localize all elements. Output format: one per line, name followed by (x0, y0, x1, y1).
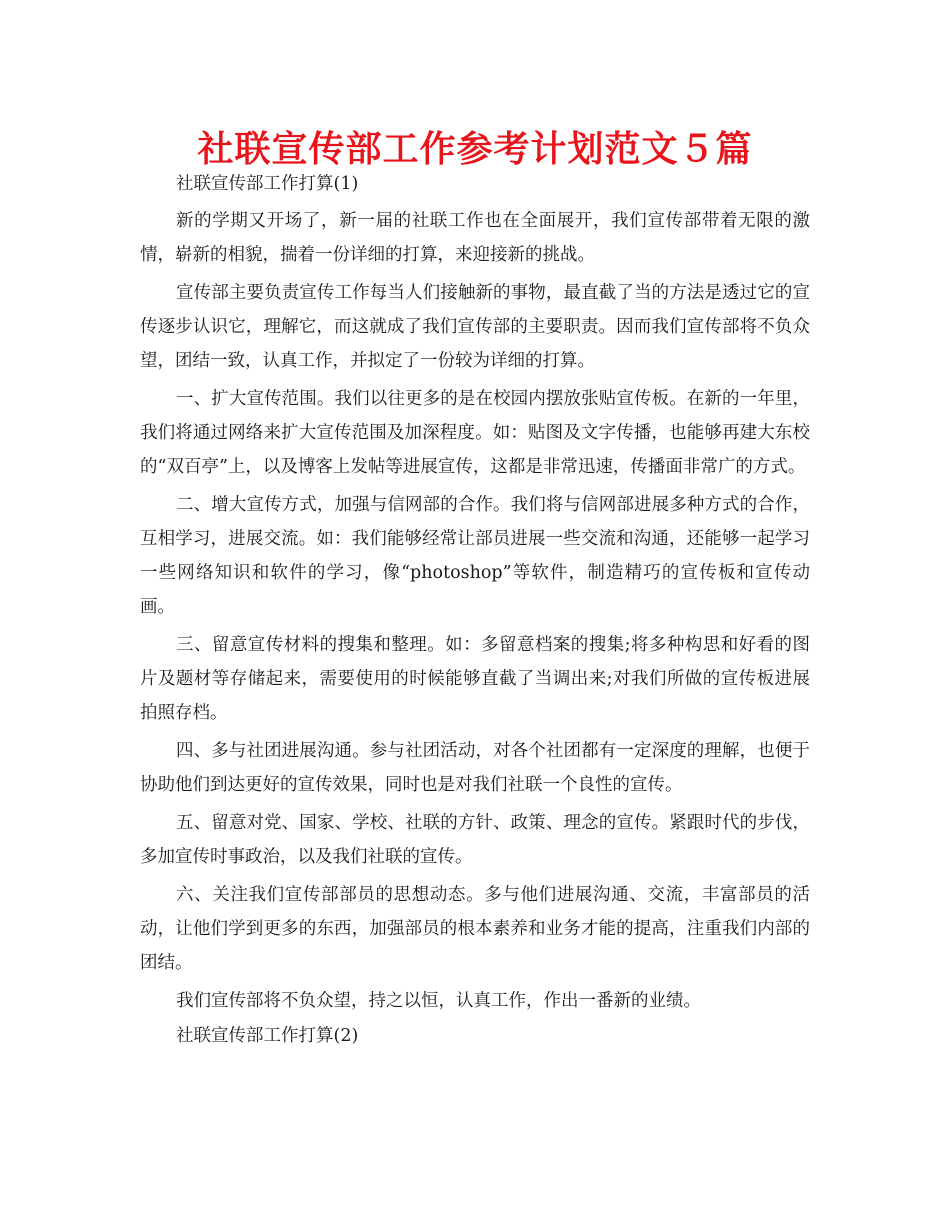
paragraph: 新的学期又开场了，新一届的社联工作也在全面展开，我们宣传部带着无限的激情，崭新的相貌，揣着一份详细的打算，来迎接新的挑战。 (140, 211, 810, 265)
section-heading-2: 社联宣传部工作打算(2) (176, 1026, 359, 1046)
paragraph: 一、扩大宣传范围。我们以往更多的是在校园内摆放张贴宣传板。在新的一年里，我们将通过网络来扩大宣传范围及加深程度。如：贴图及文字传播，也能够再建大东校的“双百亭”上，以及博客上发帖等进展宣传，这都是非常迅速，传播面非常广的方式。 (140, 389, 810, 477)
paragraph: 二、增大宣传方式，加强与信网部的合作。我们将与信网部进展多种方式的合作，互相学习，进展交流。如：我们能够经常让部员进展一些交流和沟通，还能够一起学习一些网络知识和软件的学习，像“photoshop”等软件，制造精巧的宣传板和宣传动画。 (140, 495, 810, 617)
document-title: 社联宣传部工作参考计划范文５篇 (197, 129, 753, 170)
document-body (140, 170, 810, 1056)
paragraph: 宣传部主要负责宣传工作每当人们接触新的事物，最直截了当的方法是透过它的宣传逐步认识它，理解它，而这就成了我们宣传部的主要职责。因而我们宣传部将不负众望，团结一致，认真工作，并拟定了一份较为详细的打算。 (140, 283, 810, 371)
paragraph: 我们宣传部将不负众望，持之以恒，认真工作，作出一番新的业绩。 (176, 991, 701, 1011)
paragraph: 三、留意宣传材料的搜集和整理。如：多留意档案的搜集;将多种构思和好看的图片及题材等存储起来，需要使用的时候能够直截了当调出来;对我们所做的宣传板进展拍照存档。 (140, 635, 810, 723)
section-heading-1: 社联宣传部工作打算(1) (176, 174, 359, 194)
paragraph: 四、多与社团进展沟通。参与社团活动，对各个社团都有一定深度的理解，也便于协助他们到达更好的宣传效果，同时也是对我们社联一个良性的宣传。 (140, 741, 810, 795)
paragraph: 五、留意对党、国家、学校、社联的方针、政策、理念的宣传。紧跟时代的步伐，多加宣传时事政治，以及我们社联的宣传。 (140, 813, 810, 867)
paragraph: 六、关注我们宣传部部员的思想动态。多与他们进展沟通、交流，丰富部员的活动，让他们学到更多的东西，加强部员的根本素养和业务才能的提高，注重我们内部的团结。 (140, 885, 810, 973)
